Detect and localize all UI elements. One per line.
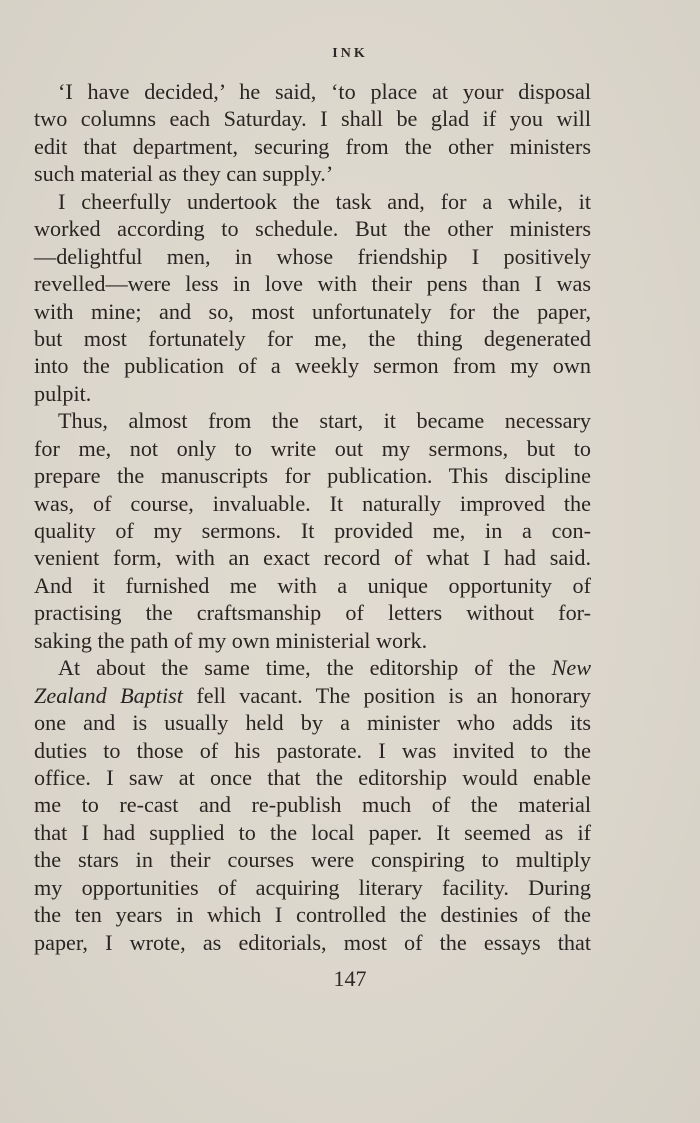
italic-title: Zealand Baptist: [34, 682, 183, 708]
text-line: [34, 215, 591, 242]
line-text: that I had supplied to the local paper. It seemed as if: [34, 819, 591, 845]
line-text: —delightful men, in whose friendship I positively: [34, 243, 591, 269]
text-line: [34, 78, 591, 105]
text-line: [34, 874, 591, 901]
text-line: [34, 490, 591, 517]
text-line: [34, 819, 591, 846]
text-line: [34, 572, 591, 599]
text-line: [34, 243, 591, 270]
italic-title: New: [551, 655, 592, 681]
line-text: one and is usually held by a minister who adds its: [34, 710, 591, 736]
line-text: saking the path of my own ministerial work.: [34, 627, 428, 653]
line-text: At about the same time, the editorship of the: [58, 655, 536, 681]
text-line: [34, 709, 591, 736]
text-line: [34, 737, 591, 764]
text-line: [34, 544, 591, 571]
text-line: [34, 901, 591, 928]
text-line: [34, 929, 591, 956]
running-head: INK: [332, 46, 368, 61]
line-text: was, of course, invaluable. It naturally improved the: [34, 490, 591, 516]
line-text: me to re-cast and re-publish much of the material: [34, 792, 591, 818]
text-line: [34, 435, 591, 462]
text-line: [34, 298, 591, 325]
text-line: [34, 682, 591, 709]
line-text: ‘I have decided,’ he said, ‘to place at your disposal: [58, 79, 591, 104]
text-line: [34, 599, 591, 626]
line-text: but most fortunately for me, the thing degenerated: [34, 325, 591, 351]
text-line: [34, 791, 591, 818]
line-text: And it furnished me with a unique opportunity of: [34, 572, 591, 598]
line-text: into the publication of a weekly sermon from my own: [34, 353, 591, 379]
text-line: [34, 517, 591, 544]
line-text: Thus, almost from the start, it became necessary: [58, 408, 591, 434]
page-number: 147: [333, 966, 367, 991]
text-line: [34, 352, 591, 379]
line-text: prepare the manuscripts for publication. This discipline: [34, 463, 591, 489]
text-line: [34, 846, 591, 873]
line-text: office. I saw at once that the editorship would enable: [34, 764, 591, 790]
body-text: [34, 78, 591, 956]
text-line: [34, 764, 591, 791]
text-line: [34, 407, 591, 434]
text-line: [34, 270, 591, 297]
line-text: duties to those of his pastorate. I was invited to the: [34, 737, 591, 763]
text-line: [34, 188, 591, 215]
line-text: paper, I wrote, as editorials, most of the essays that: [34, 929, 591, 955]
line-text: the stars in their courses were conspiring to multiply: [34, 847, 591, 873]
line-text: I cheerfully undertook the task and, for a while, it: [58, 188, 591, 214]
text-line: [34, 462, 591, 489]
line-text: such material as they can supply.’: [34, 161, 334, 187]
text-line: [34, 133, 591, 160]
text-line: [34, 380, 591, 407]
line-text: fell vacant. The position is an honorary: [196, 682, 591, 708]
line-text: pulpit.: [34, 380, 92, 406]
line-text: for me, not only to write out my sermons, but to: [34, 435, 591, 461]
text-line: [34, 654, 591, 681]
line-text: with mine; and so, most unfortunately for the paper,: [34, 298, 591, 324]
text-line: [34, 160, 591, 187]
text-line: [34, 325, 591, 352]
text-line: [34, 105, 591, 132]
line-text: the ten years in which I controlled the destinies of the: [34, 902, 591, 928]
line-text: revelled—were less in love with their pens than I was: [34, 271, 591, 297]
line-text: edit that department, securing from the other ministers: [34, 133, 591, 159]
text-line: [34, 627, 591, 654]
line-text: worked according to schedule. But the other ministers: [34, 216, 591, 242]
line-text: quality of my sermons. It provided me, in a con-: [34, 518, 591, 543]
line-text: two columns each Saturday. I shall be glad if you will: [34, 106, 591, 132]
line-text: practising the craftsmanship of letters without for-: [34, 600, 591, 626]
line-text: venient form, with an exact record of what I had said.: [34, 545, 591, 571]
line-text: my opportunities of acquiring literary facility. During: [34, 874, 591, 900]
